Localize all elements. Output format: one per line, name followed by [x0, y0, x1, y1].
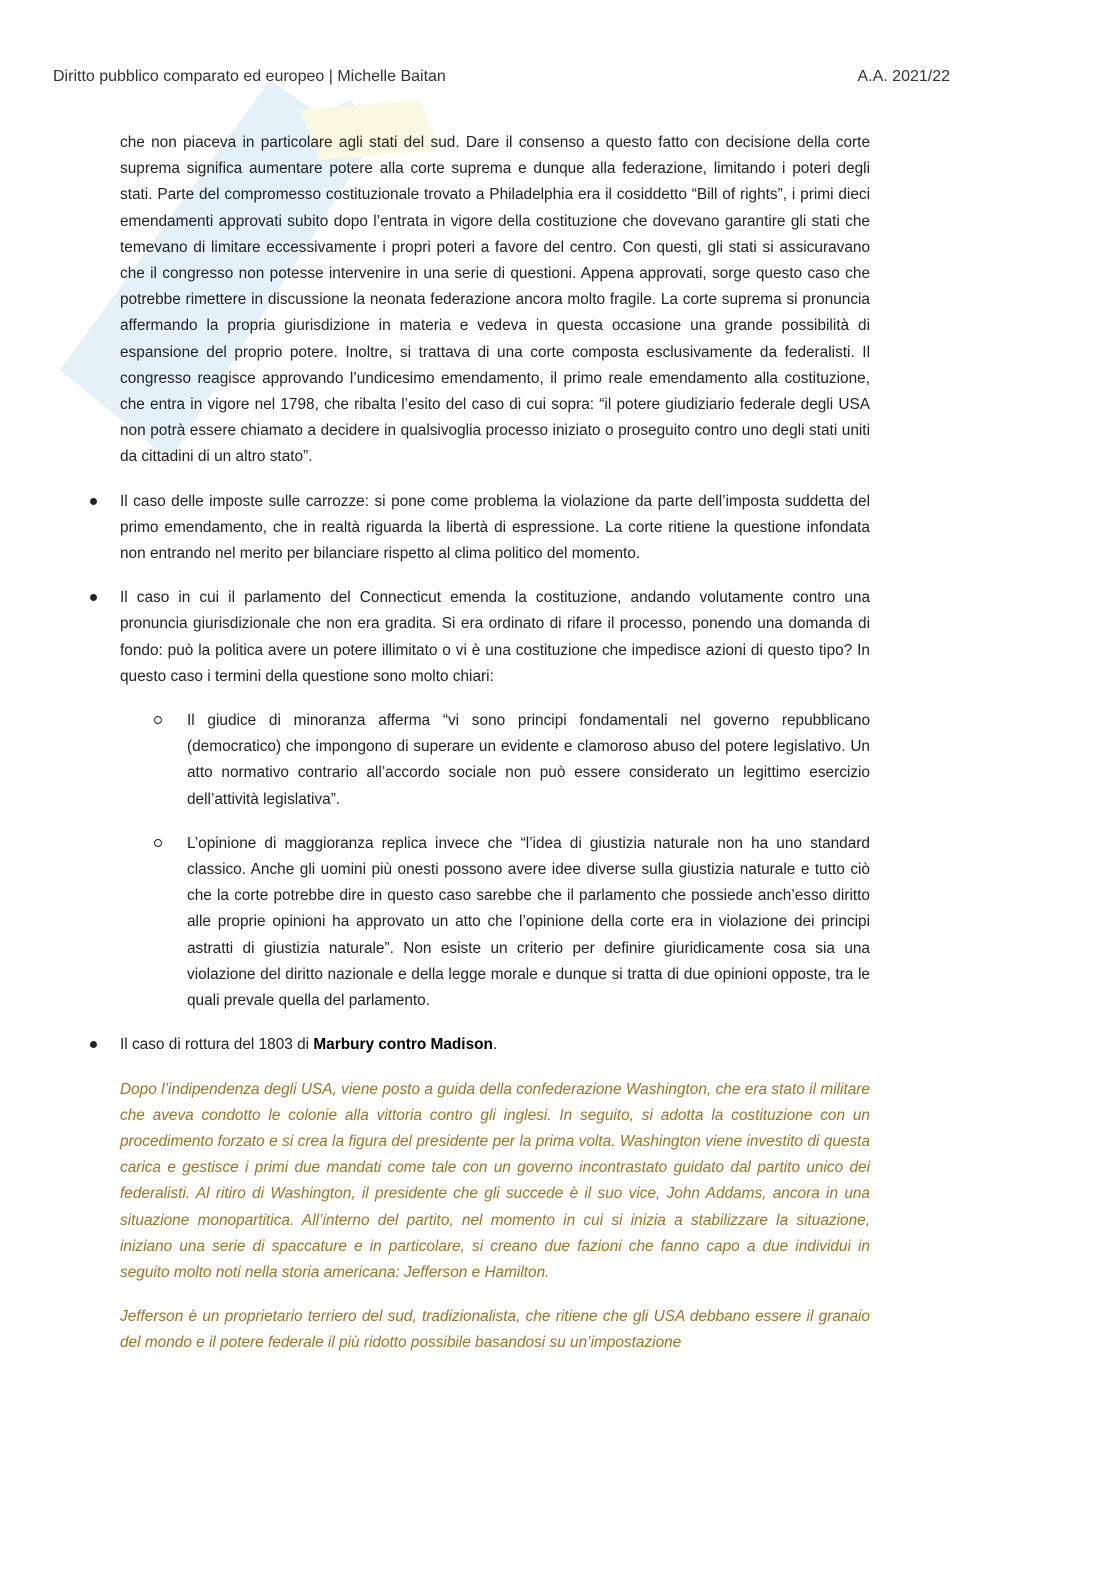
marbury-suffix: . [492, 1036, 498, 1054]
list-item-connecticut [120, 585, 870, 1014]
marbury-note-2: Jefferson è un proprietario terriero del sud, tradizionalista, che ritiene che gli USA debbano essere il granaio del mondo e il potere federale il più ridotto possibile basandosi su un’impostazione [120, 1308, 870, 1352]
header-academic-year: A.A. 2021/22 [857, 68, 950, 85]
circle-bullet-icon [154, 839, 162, 847]
bullet-icon [90, 498, 97, 505]
marbury-case-name: Marbury contro Madison [313, 1036, 493, 1054]
bullet-icon [90, 594, 97, 601]
bullet-icon [90, 1041, 97, 1048]
list-item-marbury [120, 1032, 870, 1356]
minoranza-text: Il giudice di minoranza afferma “vi sono principi fondamentali nel governo repubblicano (democratico) che impongono di superare un evidente e clamoroso abuso del potere legislativo. Un atto normativo contrario all’accordo sociale non può essere considerato un legittimo esercizio dell’attività legislativa”. [187, 712, 870, 808]
intro-paragraph: che non piaceva in particolare agli stati del sud. Dare il consenso a questo fatto con decisione della corte suprema significa aumentare potere alla corte suprema e dunque alla federazione, limitando i poteri degli stati. Parte del compromesso costituzionale trovato a Philadelphia era il cosiddetto “Bill of rights”, i primi dieci emendamenti approvati subito dopo l’entrata in vigore della costituzione che dovevano garantire gli stati che temevano di limitare eccessivamente i propri poteri a favore del centro. Con questi, gli stati si assicuravano che il congresso non potesse intervenire in una serie di questioni. Appena approvati, sorge questo caso che potrebbe rimettere in discussione la neonata federazione ancora molto fragile. La corte suprema si pronuncia affermando la propria giurisdizione in materia e vedeva in questa occasione una grande possibilità di espansione del proprio potere. Inoltre, si trattava di una corte composta esclusivamente da federalisti. Il congresso reagisce approvando l’undicesimo emendamento, il primo reale emendamento alla costituzione, che entra in vigore nel 1798, che ribalta l’esito del caso di cui sopra: “il potere giudiziario federale degli USA non potrà essere chiamato a decidere in qualsivoglia processo iniziato o proseguito contro uno degli stati uniti da cittadini di un altro stato”. [120, 134, 870, 466]
document-body [120, 130, 870, 1375]
sublist-item-minoranza [187, 708, 870, 813]
connecticut-text: Il caso in cui il parlamento del Connecticut emenda la costituzione, andando volutamente contro una pronuncia giurisdizionale che non era gradita. Si era ordinato di rifare il processo, ponendo una domanda di fondo: può la politica avere un potere illimitato o vi è una costituzione che impedisce azioni di questo tipo? In questo caso i termini della questione sono molto chiari: [120, 589, 870, 685]
case-list [120, 489, 870, 1357]
page-header [53, 68, 950, 86]
circle-bullet-icon [154, 716, 162, 724]
opinions-sublist [187, 708, 870, 1014]
sublist-item-maggioranza [187, 831, 870, 1014]
list-item-carrozze [120, 489, 870, 568]
maggioranza-text: L’opinione di maggioranza replica invece che “l’idea di giustizia naturale non ha uno standard classico. Anche gli uomini più onesti possono avere idee diverse sulla giustizia naturale e tutto ciò che la corte potrebbe dire in questo caso sarebbe che il parlamento che possiede anch’esso diritto alle proprie opinioni ha approvato un atto che l’opinione della corte era in violazione dei principi astratti di giustizia naturale”. Non esiste un criterio per definire giuridicamente cosa sia una violazione del diritto nazionale e della legge morale e dunque si tratta di due opinioni opposte, tra le quali prevale quella del parlamento. [187, 834, 870, 1010]
marbury-prefix: Il caso di rottura del 1803 di [120, 1036, 314, 1054]
marbury-note-1: Dopo l’indipendenza degli USA, viene posto a guida della confederazione Washington, che era stato il militare che aveva condotto le colonie alla vittoria contro gli inglesi. In seguito, si adotta la costituzione con un procedimento forzato e si crea la figura del presidente per la prima volta. Washington viene investito di questa carica e gestisce i primi due mandati come tale con un governo incontrastato guidato dal partito unico dei federalisti. Al ritiro di Washington, il presidente che gli succede è il suo vice, John Addams, ancora in una situazione monopartitica. All’interno del partito, nel momento in cui si inizia a stabilizzare la situazione, iniziano una serie di spaccature e in particolare, si creano due fazioni che fanno capo a due individui in seguito molto noti nella storia americana: Jefferson e Hamilton. [120, 1080, 870, 1281]
marbury-heading [120, 1032, 870, 1058]
header-title: Diritto pubblico comparato ed europeo | Michelle Baitan [53, 68, 446, 85]
carrozze-text: Il caso delle imposte sulle carrozze: si pone come problema la violazione da parte dell’imposta suddetta del primo emendamento, che in realtà riguarda la libertà di espressione. La corte ritiene la questione infondata non entrando nel merito per bilanciare rispetto al clima politico del momento. [120, 492, 870, 563]
